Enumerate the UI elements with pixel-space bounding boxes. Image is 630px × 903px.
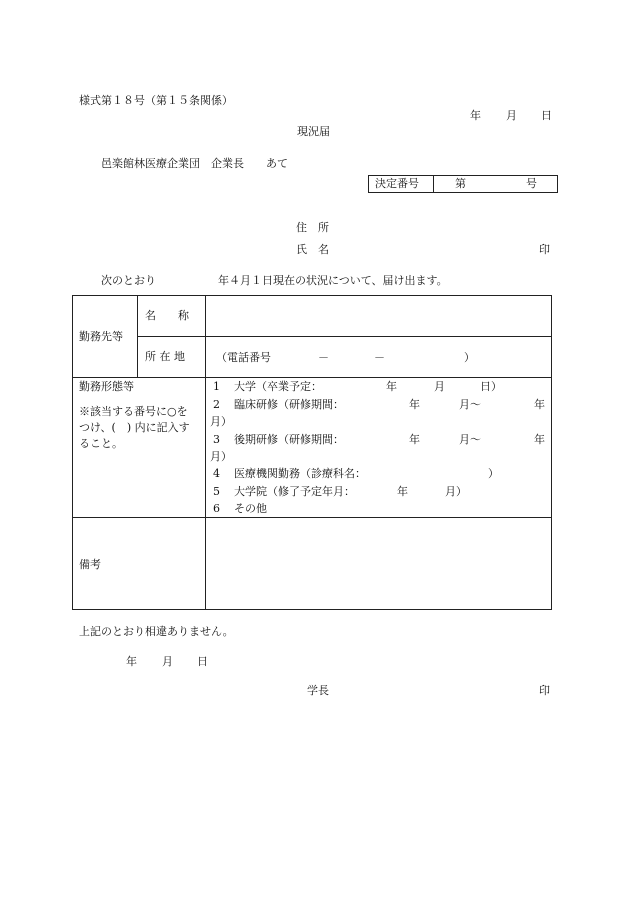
form-number: 様式第１８号（第１５条関係） xyxy=(79,94,233,107)
phone-dash-2: － xyxy=(374,351,385,364)
certify-text: 上記のとおり相違ありません。 xyxy=(79,625,234,638)
statement-rest: 年４月１日現在の状況について、届け出ます。 xyxy=(218,274,448,287)
date-month-label: 月 xyxy=(506,109,517,122)
applicant-seal: 印 xyxy=(539,243,550,256)
status-label: 勤務形態等 xyxy=(79,380,134,393)
option-3-number: 3 xyxy=(213,433,220,446)
option-3-month: 月～ xyxy=(459,433,481,446)
option-5-text: 大学院（修了予定年月： xyxy=(234,485,355,498)
bottom-date-day: 日 xyxy=(197,655,208,668)
bottom-date-year: 年 xyxy=(126,655,137,668)
table-hline-status xyxy=(72,517,552,518)
status-note-line-1: ※該当する番号に○を xyxy=(79,405,188,418)
president-seal: 印 xyxy=(539,684,550,697)
option-6-number: 6 xyxy=(213,502,220,515)
workplace-label: 勤務先等 xyxy=(79,330,123,343)
remarks-label: 備考 xyxy=(79,558,101,571)
option-2-month: 月～ xyxy=(459,398,481,411)
president-label: 学長 xyxy=(307,684,329,697)
status-table xyxy=(72,295,552,610)
option-4-number: 4 xyxy=(213,467,220,480)
document-title: 現況届 xyxy=(297,125,330,138)
decision-box-divider xyxy=(433,175,434,193)
option-3-wrap: 月） xyxy=(210,450,232,463)
option-5-number: 5 xyxy=(213,485,220,498)
status-note-line-2: つけ、( ) 内に記入す xyxy=(79,421,190,434)
option-3-year2: 年 xyxy=(534,433,545,446)
name-label: 氏 名 xyxy=(296,243,329,256)
status-note-line-3: ること。 xyxy=(79,437,123,450)
option-2-text: 臨床研修（研修期間： xyxy=(234,398,344,411)
phone-dash-1: － xyxy=(318,351,329,364)
phone-close: ） xyxy=(464,351,475,364)
addressee: 邑楽館林医療企業団 企業長 あて xyxy=(101,157,288,170)
option-3-text: 後期研修（研修期間： xyxy=(234,433,344,446)
address-label: 住 所 xyxy=(296,221,329,234)
option-1-year: 年 xyxy=(386,380,397,393)
option-4-close: ） xyxy=(488,467,499,480)
workplace-name-label: 名 称 xyxy=(145,309,189,322)
option-2-number: 2 xyxy=(213,398,220,411)
decision-number-label: 決定番号 xyxy=(375,177,419,190)
option-6-text: その他 xyxy=(234,502,267,515)
option-4-text: 医療機関勤務（診療科名： xyxy=(234,467,366,480)
bottom-date-month: 月 xyxy=(162,655,173,668)
option-2-wrap: 月） xyxy=(210,415,232,428)
option-3-year: 年 xyxy=(409,433,420,446)
option-2-year2: 年 xyxy=(534,398,545,411)
table-vline-main xyxy=(205,295,206,610)
option-2-year: 年 xyxy=(409,398,420,411)
workplace-location-label: 所 在 地 xyxy=(145,350,185,363)
option-5-month: 月） xyxy=(445,485,467,498)
date-year-label: 年 xyxy=(470,109,481,122)
phone-open: （電話番号 xyxy=(216,351,271,364)
option-1-text: 大学（卒業予定： xyxy=(234,380,322,393)
option-1-month: 月 xyxy=(434,380,445,393)
decision-number-suffix: 号 xyxy=(526,177,537,190)
decision-number-prefix: 第 xyxy=(455,177,466,190)
option-1-day: 日） xyxy=(480,380,502,393)
table-hline-name xyxy=(137,336,552,337)
option-5-year: 年 xyxy=(397,485,408,498)
date-day-label: 日 xyxy=(541,109,552,122)
statement-lead: 次のとおり xyxy=(101,274,156,287)
option-1-number: 1 xyxy=(213,380,220,393)
